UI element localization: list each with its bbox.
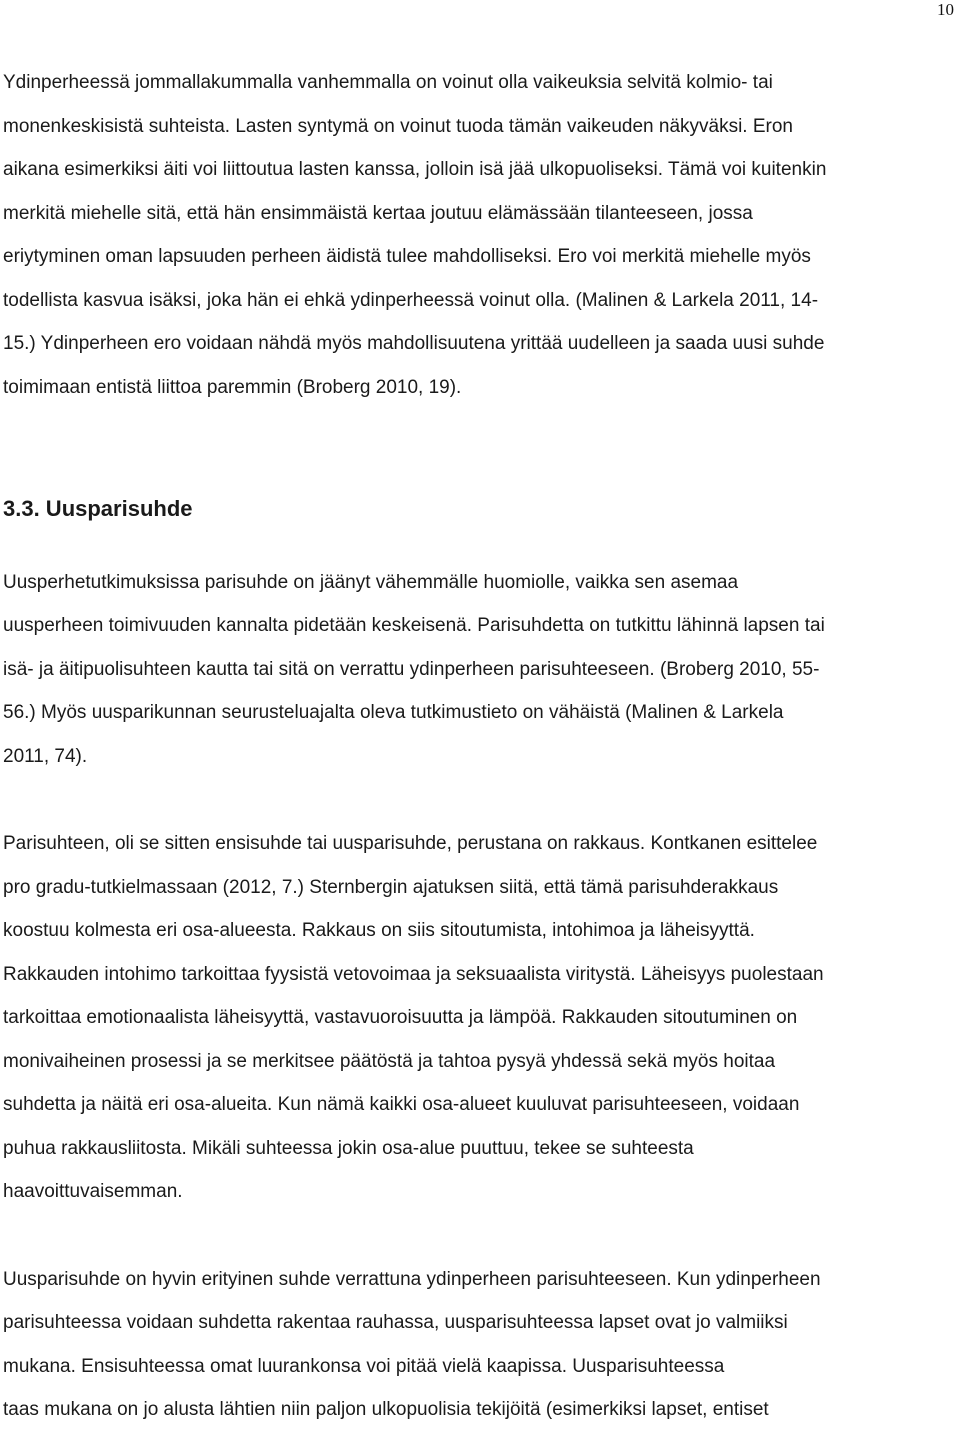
spacer — [3, 1214, 958, 1258]
spacer — [3, 531, 958, 561]
section-heading: 3.3. Uusparisuhde — [3, 496, 193, 521]
paragraph-ydinperhe: Ydinperheessä jommallakummalla vanhemmalla on voinut olla vaikeuksia selvitä kolmio- tai monenkeskisistä suhteista. Lasten syntymä on voinut tuoda tämän vaikeuden näkyväksi. Eron aikana esimerkiksi äiti voi liittoutua lasten kanssa, jolloin isä jää ulkopuoliseksi. Tämä voi kuitenkin merkitä miehelle sitä, että hän ensimmäistä kertaa joutuu elämässään tilanteeseen, jossa eriytyminen oman lapsuuden perheen äidistä tulee mahdolliseksi. Ero voi merkitä miehelle myös todellista kasvua isäksi, joka hän ei ehkä ydinperheessä voinut olla. (Malinen & Larkela 2011, 14- 15.) Ydinperheen ero voidaan nähdä myös mahdollisuutena yrittää uudelleen ja saada uusi suhde toimimaan entistä liittoa paremmin (Broberg 2010, 19). — [3, 72, 827, 398]
spacer — [3, 409, 958, 453]
spacer — [3, 453, 958, 487]
document-body — [3, 61, 958, 1432]
paragraph-rakkaus: Parisuhteen, oli se sitten ensisuhde tai uusparisuhde, perustana on rakkaus. Kontkanen esittelee pro gradu-tutkielmassaan (2012, 7.) Sternbergin ajatuksen siitä, että tämä parisuhderakkaus koostuu kolmesta eri osa-alueesta. Rakkaus on siis sitoutumista, intohimoa ja läheisyyttä. Rakkauden intohimo tarkoittaa fyysistä vetovoimaa ja seksuaalista viritystä. Läheisyys puolestaan tarkoittaa emotionaalista läheisyyttä, vastavuoroisuutta ja lämpöä. Rakkauden sitoutuminen on monivaiheinen prosessi ja se merkitsee päätöstä ja tahtoa pysyä yhdessä sekä myös hoitaa suhdetta ja näitä eri osa-alueita. Kun nämä kaikki osa-alueet kuuluvat parisuhteeseen, voidaan puhua rakkausliitosta. Mikäli suhteessa jokin osa-alue puuttuu, tekee se suhteesta haavoittuvaisemman. — [3, 833, 824, 1202]
spacer — [3, 778, 958, 822]
paragraph-uusperhetutkimus: Uusperhetutkimuksissa parisuhde on jäänyt vähemmälle huomiolle, vaikka sen asemaa uusperheen toimivuuden kannalta pidetään keskeisenä. Parisuhdetta on tutkittu lähinnä lapsen tai isä- ja äitipuolisuhteen kautta tai sitä on verrattu ydinperheen parisuhteeseen. (Broberg 2010, 55- 56.) Myös uusparikunnan seurusteluajalta oleva tutkimustieto on vähäistä (Malinen & Larkela 2011, 74). — [3, 571, 825, 767]
paragraph-uusparisuhde: Uusparisuhde on hyvin erityinen suhde verrattuna ydinperheen parisuhteeseen. Kun ydinperheen parisuhteessa voidaan suhdetta rakentaa rauhassa, uusparisuhteessa lapset ovat jo valmiiksi mukana. Ensisuhteessa omat luurankonsa voi pitää vielä kaapissa. Uusparisuhteessa taas mukana on jo alusta lähtien niin paljon ulkopuolisia tekijöitä (esimerkiksi lapset, entiset — [3, 1268, 821, 1420]
page-number: 10 — [937, 0, 954, 19]
